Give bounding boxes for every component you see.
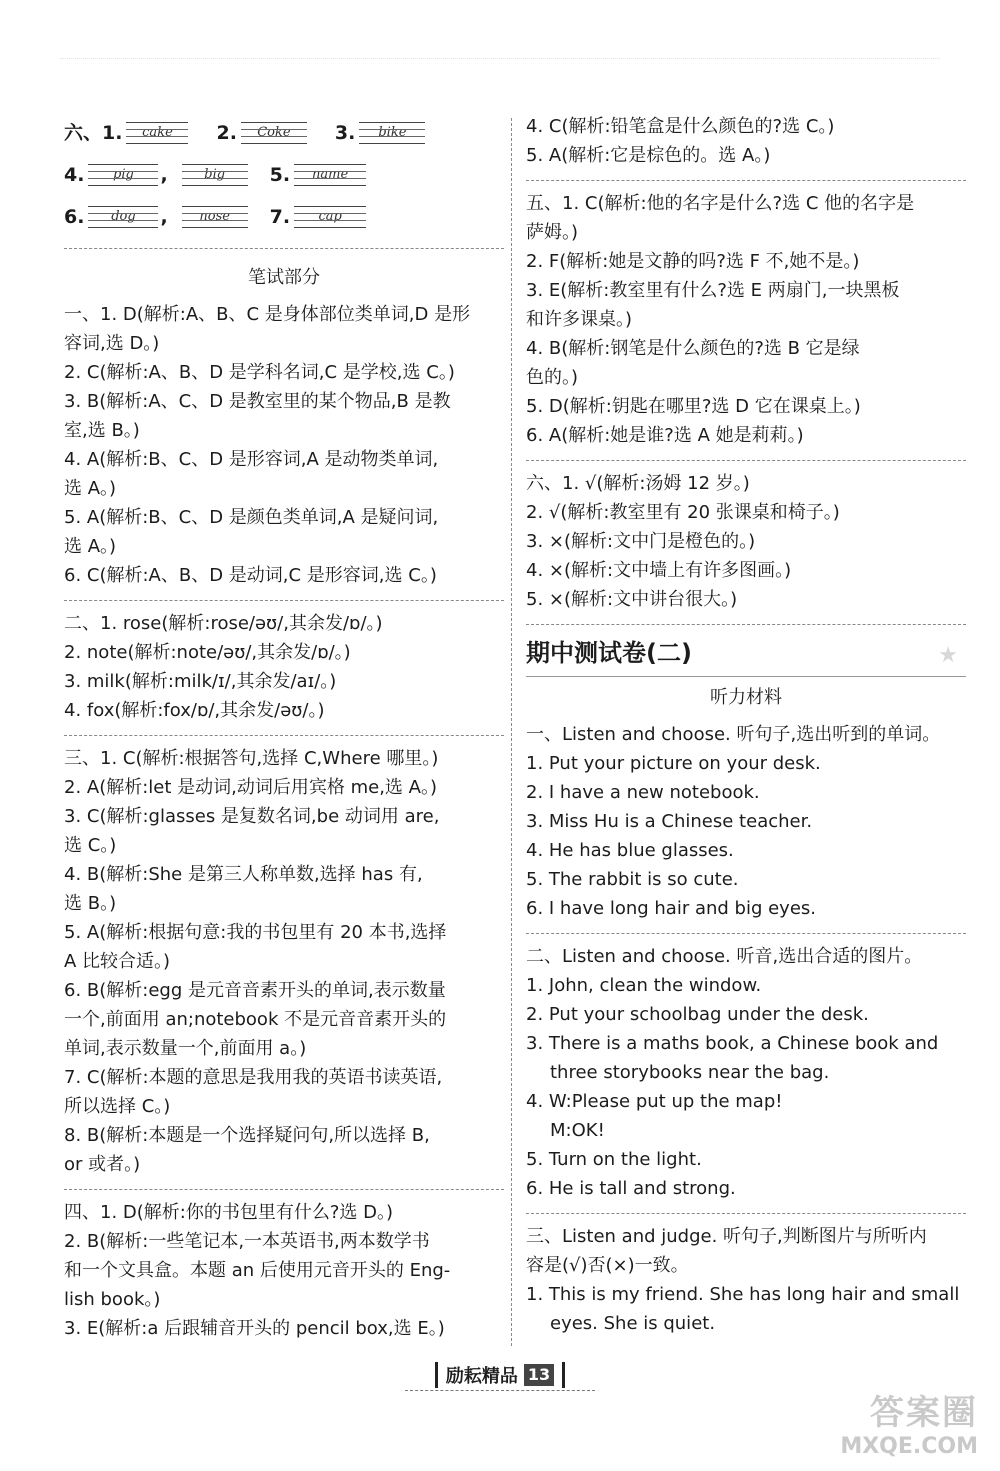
answer-section: [526, 189, 966, 450]
item-number: 7.: [269, 205, 291, 228]
text-line: 5. A(解析:根据句意:我的书包里有 20 本书,选择: [64, 922, 447, 943]
text-line: 1. John, clean the window.: [526, 975, 762, 996]
text-line: 6. I have long hair and big eyes.: [526, 898, 817, 919]
text-line: 选 A。): [64, 478, 117, 499]
handwritten-word: big: [182, 164, 248, 186]
item-number: 1.: [102, 121, 123, 144]
text-line: 5. ×(解析:文中讲台很大。): [526, 589, 738, 610]
item-number: 5.: [269, 163, 291, 186]
text-line: 单词,表示数量一个,前面用 a。): [64, 1038, 307, 1059]
handwritten-word: cap: [294, 206, 366, 228]
left-column: [64, 112, 504, 1343]
text-line: 3. Miss Hu is a Chinese teacher.: [526, 811, 813, 832]
divider: [526, 933, 966, 934]
page-number: 13: [524, 1364, 554, 1386]
answer-section: [64, 744, 504, 1179]
listening-heading: 听力材料: [710, 687, 782, 708]
text-line: 2. note(解析:note/əʊ/,其余发/ɒ/。): [64, 642, 351, 663]
item-number: 2.: [216, 121, 237, 144]
text-line: 4. ×(解析:文中墙上有许多图画。): [526, 560, 792, 581]
text-line: lish book。): [64, 1289, 161, 1310]
hw-item: [216, 119, 306, 148]
divider: [526, 460, 966, 461]
star-icon: ★: [938, 643, 958, 668]
divider: [64, 735, 504, 736]
left-answer-sections: [64, 300, 504, 1343]
divider: [64, 1189, 504, 1190]
right-answer-sections: [526, 112, 966, 625]
text-line: 3. There is a maths book, a Chinese book and: [526, 1033, 939, 1054]
handwriting-row-2: [64, 154, 504, 196]
text-line: 2. I have a new notebook.: [526, 782, 760, 803]
handwriting-row-3: [64, 196, 504, 238]
text-line: 5. A(解析:B、C、D 是颜色类单词,A 是疑问词,: [64, 507, 439, 528]
text-line: 4. B(解析:She 是第三人称单数,选择 has 有,: [64, 864, 423, 885]
text-line: 1. Put your picture on your desk.: [526, 753, 821, 774]
text-line: 一、1. D(解析:A、B、C 是身体部位类单词,D 是形: [64, 304, 471, 325]
answer-section: [526, 942, 966, 1203]
hw-item: 6. dog ,: [64, 203, 168, 232]
answer-section: [64, 1198, 504, 1343]
watermark-url: MXQE.COM: [840, 1434, 978, 1459]
answer-section: [526, 720, 966, 923]
handwritten-word: Coke: [241, 122, 307, 144]
midterm-title: [526, 639, 966, 677]
watermark: [840, 1385, 978, 1459]
text-line: 3. B(解析:A、C、D 是教室里的某个物品,B 是教: [64, 391, 451, 412]
divider: [526, 1213, 966, 1214]
text-line: 4. B(解析:钢笔是什么颜色的?选 B 它是绿: [526, 338, 860, 359]
text-line: 容词,选 D。): [64, 333, 160, 354]
text-line: 3. milk(解析:milk/ɪ/,其余发/aɪ/。): [64, 671, 337, 692]
hw-item: [178, 164, 248, 186]
text-line: 5. D(解析:钥匙在哪里?选 D 它在课桌上。): [526, 396, 861, 417]
text-line: 4. A(解析:B、C、D 是形容词,A 是动物类单词,: [64, 449, 439, 470]
text-line: 4. C(解析:铅笔盒是什么颜色的?选 C。): [526, 116, 835, 137]
divider: [526, 624, 966, 625]
text-line: 5. A(解析:它是棕色的。选 A。): [526, 145, 771, 166]
text-line: 3. E(解析:教室里有什么?选 E 两扇门,一块黑板: [526, 280, 900, 301]
hw-item: [64, 119, 188, 148]
text-line: 6. A(解析:她是谁?选 A 她是莉莉。): [526, 425, 804, 446]
text-line: 容是(√)否(×)一致。: [526, 1255, 689, 1276]
answer-section: [64, 300, 504, 590]
text-line: or 或者。): [64, 1154, 141, 1175]
text-line: 三、Listen and judge. 听句子,判断图片与所听内: [526, 1226, 927, 1247]
handwritten-word: bike: [359, 122, 425, 144]
answer-section: [526, 1222, 966, 1338]
text-line: 萨姆。): [526, 222, 579, 243]
text-line: 选 B。): [64, 893, 117, 914]
right-column: [526, 112, 966, 1338]
handwritten-word: nose: [182, 206, 248, 228]
midterm-title-text: 期中测试卷(二): [526, 639, 692, 667]
hw-item: [335, 119, 425, 148]
answer-section: [64, 609, 504, 725]
text-line: 4. fox(解析:fox/ɒ/,其余发/əʊ/。): [64, 700, 325, 721]
item-number: 6.: [64, 205, 85, 228]
text-line: 室,选 B。): [64, 420, 140, 441]
text-line: A 比较合适。): [64, 951, 171, 972]
watermark-text: 答案圈: [870, 1393, 978, 1433]
text-line: 一个,前面用 an;notebook 不是元音音素开头的: [64, 1009, 447, 1030]
divider: [526, 180, 966, 181]
top-scan-line: [60, 58, 940, 59]
text-line: 5. The rabbit is so cute.: [526, 869, 739, 890]
column-divider: [511, 118, 512, 1346]
text-line: 5. Turn on the light.: [526, 1149, 702, 1170]
text-line: 2. Put your schoolbag under the desk.: [526, 1004, 869, 1025]
text-line: 3. E(解析:a 后跟辅音开头的 pencil box,选 E。): [64, 1318, 445, 1339]
footer-underline: [405, 1390, 595, 1391]
text-line: 三、1. C(解析:根据答句,选择 C,Where 哪里。): [64, 748, 439, 769]
text-line: 四、1. D(解析:你的书包里有什么?选 D。): [64, 1202, 393, 1223]
handwritten-word: name: [294, 164, 366, 186]
text-line: 选 C。): [64, 835, 117, 856]
text-line: 2. √(解析:教室里有 20 张课桌和椅子。): [526, 502, 840, 523]
footer-brand-box: [435, 1362, 565, 1388]
text-line: 3. ×(解析:文中门是橙色的。): [526, 531, 756, 552]
divider: [64, 248, 504, 249]
section-heading: 笔试部分: [248, 267, 320, 288]
text-line: 1. This is my friend. She has long hair and small: [526, 1284, 960, 1305]
text-line: M:OK!: [550, 1120, 605, 1141]
text-line: 7. C(解析:本题的意思是我用我的英语书读英语,: [64, 1067, 443, 1088]
text-line: 一、Listen and choose. 听句子,选出听到的单词。: [526, 724, 941, 745]
text-line: 色的。): [526, 367, 579, 388]
footer-brand: 励耘精品: [445, 1366, 518, 1387]
handwritten-word: cake: [126, 122, 188, 144]
handwriting-row-1: [64, 112, 504, 154]
text-line: 选 A。): [64, 536, 117, 557]
text-line: three storybooks near the bag.: [550, 1062, 830, 1083]
text-line: 和许多课桌。): [526, 309, 633, 330]
text-line: 六、1. √(解析:汤姆 12 岁。): [526, 473, 750, 494]
text-line: 2. A(解析:let 是动词,动词后用宾格 me,选 A。): [64, 777, 437, 798]
text-line: 2. C(解析:A、B、D 是学科名词,C 是学校,选 C。): [64, 362, 455, 383]
text-line: eyes. She is quiet.: [550, 1313, 716, 1334]
hw-item: [178, 206, 248, 228]
text-line: 8. B(解析:本题是一个选择疑问句,所以选择 B,: [64, 1125, 430, 1146]
hw-item: [270, 161, 366, 190]
answer-section: [526, 112, 966, 170]
handwriting-answers: [64, 112, 504, 238]
hw-item: 4. pig ,: [64, 161, 168, 190]
text-line: 和一个文具盒。本题 an 后使用元音开头的 Eng-: [64, 1260, 451, 1281]
item-number: 4.: [64, 163, 85, 186]
text-line: 4. He has blue glasses.: [526, 840, 734, 861]
answer-section: [526, 469, 966, 614]
divider: [64, 600, 504, 601]
text-line: 二、Listen and choose. 听音,选出合适的图片。: [526, 946, 923, 967]
hw-item: [270, 203, 366, 232]
text-line: 2. F(解析:她是文静的吗?选 F 不,她不是。): [526, 251, 860, 272]
text-line: 6. He is tall and strong.: [526, 1178, 736, 1199]
text-line: 二、1. rose(解析:rose/əʊ/,其余发/ɒ/。): [64, 613, 383, 634]
text-line: 6. B(解析:egg 是元音音素开头的单词,表示数量: [64, 980, 446, 1001]
listening-sections: [526, 720, 966, 1338]
text-line: 2. B(解析:一些笔记本,一本英语书,两本数学书: [64, 1231, 430, 1252]
handwritten-word: dog: [88, 206, 158, 228]
item-number: 3.: [334, 121, 356, 144]
text-line: 6. C(解析:A、B、D 是动词,C 是形容词,选 C。): [64, 565, 437, 586]
text-line: 所以选择 C。): [64, 1096, 171, 1117]
handwritten-word: pig: [88, 164, 158, 186]
text-line: 五、1. C(解析:他的名字是什么?选 C 他的名字是: [526, 193, 915, 214]
section-label: 六、: [64, 121, 103, 144]
text-line: 3. C(解析:glasses 是复数名词,be 动词用 are,: [64, 806, 440, 827]
text-line: 4. W:Please put up the map!: [526, 1091, 783, 1112]
